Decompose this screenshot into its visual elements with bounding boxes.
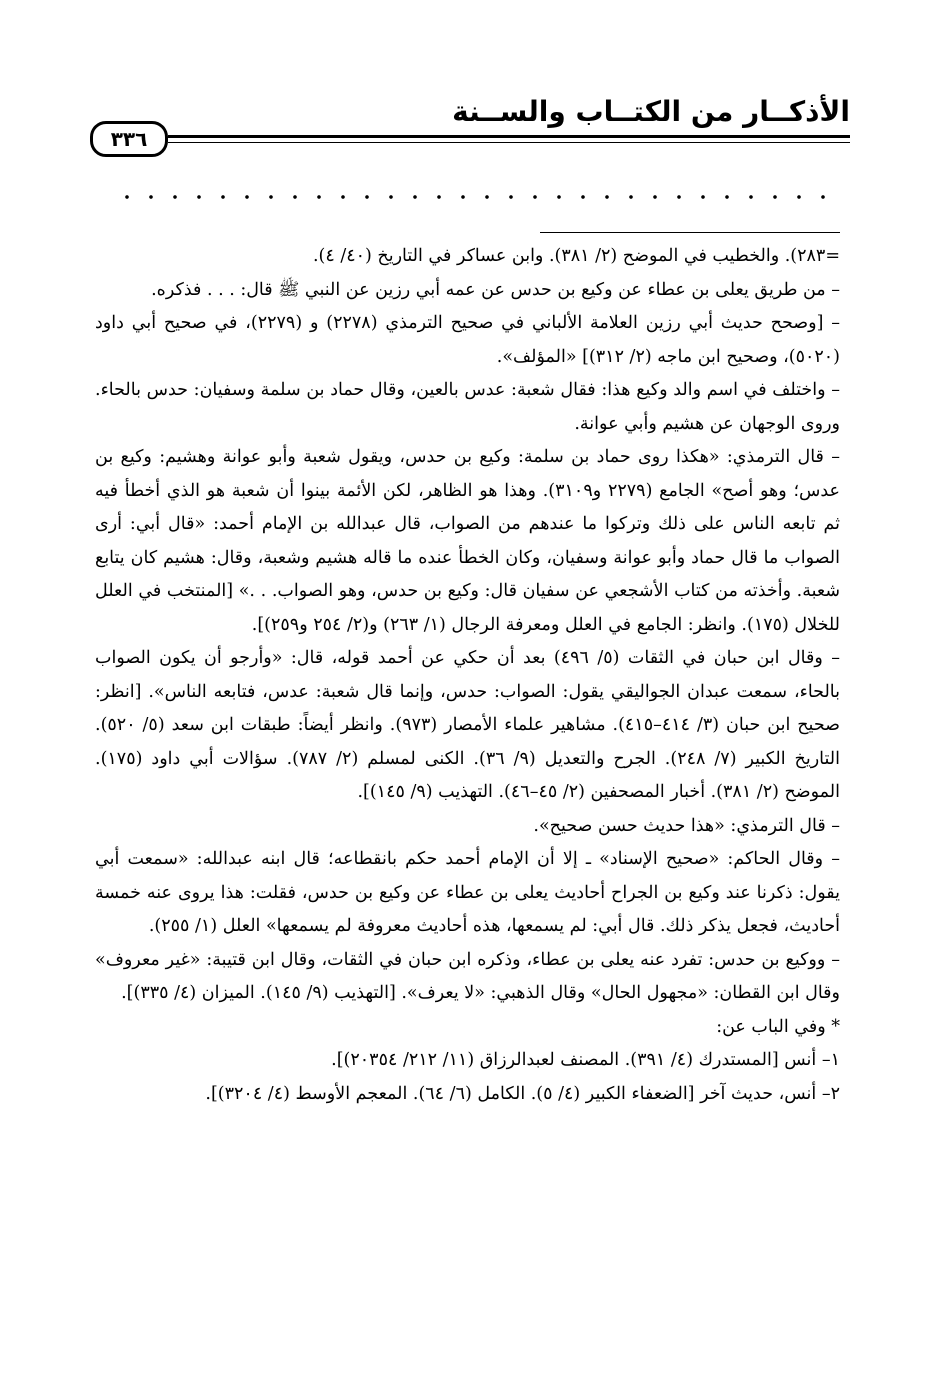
footnote-paragraph: – واختلف في اسم والد وكيع هذا: فقال شعبة: عدس بالعين، وقال حماد بن سلمة وسفيان: حدس بالحاء. وروى الوجهان عن هشيم وأبي عوانة. bbox=[95, 380, 840, 434]
footnote-paragraph: =٢٨٣). والخطيب في الموضح (٢/ ٣٨١). وابن عساكر في التاريخ (٤٠/ ٤). bbox=[312, 246, 840, 266]
footnote-paragraph: ٢– أنس، حديث آخر [الضعفاء الكبير (٤/ ٥). الكامل (٦/ ٦٤). المعجم الأوسط (٤/ ٣٢٠٤)]. bbox=[205, 1083, 840, 1104]
footnote-paragraph: – ووكيع بن حدس: تفرد عنه يعلى بن عطاء، وذكره ابن حبان في الثقات، وقال ابن قتيبة: «غير معروف» وقال ابن القطان: «مجهول الحال» وقال الذهبي: «لا يعرف». [التهذيب (٩/ ١٤٥). الميزان (٤/ ٣٣٥)]. bbox=[95, 949, 840, 1003]
footnote-rule bbox=[540, 232, 840, 233]
running-title: الأذكــار من الكتــاب والســنة bbox=[452, 95, 850, 128]
footnote-paragraph: – قال الترمذي: «هكذا روى حماد بن سلمة: وكيع بن حدس، ويقول شعبة وأبو عوانة وهشيم: وكيع بن عدس؛ وهو أصح» الجامع (٢٢٧٩ و٣١٠٩). وهذا هو الظاهر، لكن الأئمة بينوا أن شعبة هو الذي أخطأ فيه ثم تابعه الناس على ذلك وتركوا ما عندهم من الصواب، قال عبدالله بن الإمام أحمد: «قال أبي: أرى الصواب ما قال حماد وأبو عوانة وسفيان، وكان الخطأ عنده ما قاله هشيم وشعبة، وقال: هشيم كان يتابع شعبة. وأخذته من كتاب الأشجعي عن سفيان قال: وكيع بن حدس، وهو الصواب. . .» [المنتخب في العلل للخلال (١٧٥). وانظر: الجامع في العلل ومعرفة الرجال (١/ ٢٦٣) و(٢/ ٢٥٤ و٢٥٩)]. bbox=[95, 447, 840, 635]
dotted-separator bbox=[115, 192, 835, 202]
footnote-body bbox=[95, 240, 840, 1111]
footnote-paragraph: – وقال الحاكم: «صحيح الإسناد» ـ إلا أن الإمام أحمد حكم بانقطاعه؛ قال ابنه عبدالله: «سمعت أبي يقول: ذكرنا عند وكيع بن الجراح أحاديث يعلى بن عطاء عن وكيع بن حدس، فقلت: هذا يروى عنه خمسة أحاديث، فجعل يذكر ذلك. قال أبي: لم يسمعها، هذه أحاديث معروفة لم يسمعها» العلل (١/ ٢٥٥). bbox=[95, 849, 840, 936]
footnote-paragraph: – من طريق يعلى بن عطاء عن وكيع بن حدس عن عمه أبي رزين عن النبي ﷺ قال: . . . فذكره. bbox=[151, 279, 840, 300]
footnote-paragraph: – قال الترمذي: «هذا حديث حسن صحيح». bbox=[533, 815, 840, 836]
footnote-paragraph: ١– أنس [المستدرك (٤/ ٣٩١). المصنف لعبدالرزاق (١١/ ٢١٢/ ٢٠٣٥٤)]. bbox=[331, 1050, 840, 1070]
footnote-paragraph: – [وصحح حديث أبي رزين العلامة الألباني في صحيح الترمذي (٢٢٧٨) و (٢٢٧٩)، في صحيح أبي داود (٥٠٢٠)، وصحيح ابن ماجه (٢/ ٣١٢)] «المؤلف». bbox=[95, 313, 840, 367]
header-rule bbox=[168, 135, 850, 138]
page-header bbox=[90, 95, 850, 155]
page-number: ٣٣٦ bbox=[90, 121, 168, 157]
footnote-paragraph: – وقال ابن حبان في الثقات (٥/ ٤٩٦) بعد أن حكي عن أحمد قوله، قال: «وأرجو أن يكون الصواب بالحاء، سمعت عبدان الجواليقي يقول: الصواب: حدس، وإنما قال شعبة: عدس، فتابعه الناس». [انظر: صحيح ابن حبان (٣/ ٤١٤–٤١٥). مشاهير علماء الأمصار (٩٧٣). وانظر أيضاً: طبقات ابن سعد (٥/ ٥٢٠). التاريخ الكبير (٧/ ٢٤٨). الجرح والتعديل (٩/ ٣٦). الكنى لمسلم (٢/ ٧٨٧). سؤالات أبي داود (١٧٥). الموضح (٢/ ٣٨١). أخبار المصحفين (٢/ ٤٥–٤٦). التهذيب (٩/ ١٤٥)]. bbox=[95, 648, 840, 802]
header-rule-thin bbox=[168, 142, 850, 143]
footnote-paragraph: * وفي الباب عن: bbox=[716, 1016, 840, 1037]
